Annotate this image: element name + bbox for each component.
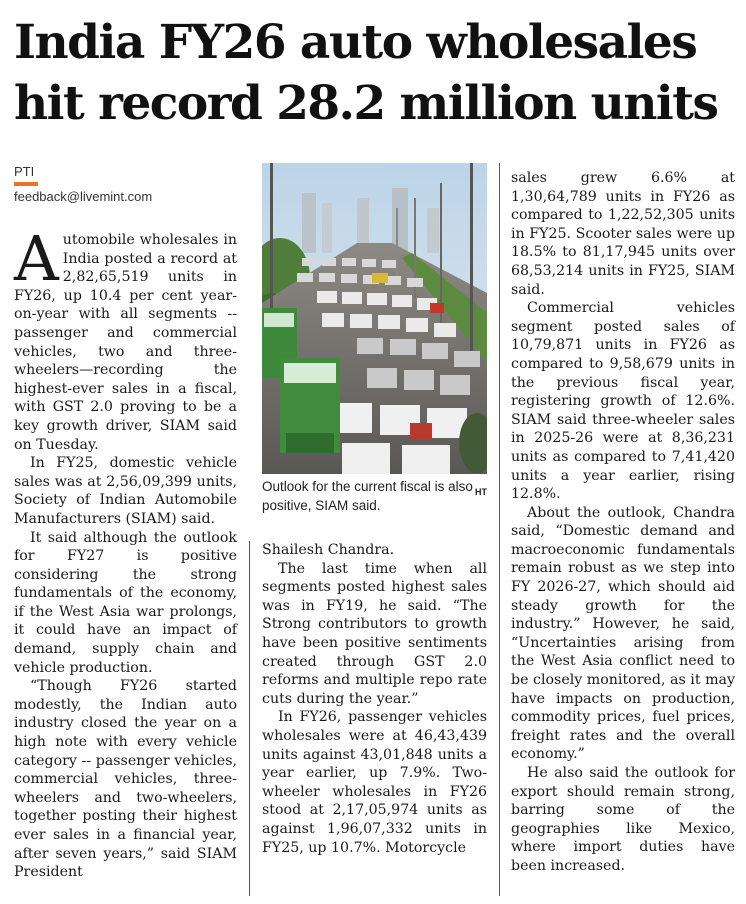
photo-caption	[262, 478, 487, 515]
headline-line-1: India FY26 auto wholesales	[14, 15, 697, 70]
byline-email[interactable]: feedback@livemint.com	[14, 189, 153, 204]
paragraph-continued: Shailesh Chandra.	[262, 542, 395, 558]
article-column-1	[14, 222, 237, 882]
paragraph: About the outlook, Chandra said, “Domestic demand and macroeconomic fundamentals remain robust as we step into FY 2026-27, which should aid steady growth for the industry.” However, he said, “Uncertainties arising from the West Asia conflict need to be closely monitored, as it may have impacts on production, commodity prices, fuel prices, freight rates and the overall economy.”	[511, 504, 735, 763]
paragraph-continued: sales grew 6.6% at 1,30,64,789 units in FY26 as compared to 1,22,52,305 units in FY25. Scooter sales were up 18.5% to 81,17,945 units over 68,53,214 units in FY25, SIAM said.	[511, 170, 735, 298]
paragraph: The last time when all segments posted highest sales was in FY19, he said. “The Strong contributors to growth have been positive sentiments created through GST 2.0 reforms and multiple repo rate cuts during the year.”	[262, 560, 487, 707]
column-divider	[249, 541, 250, 896]
article-column-2	[262, 541, 487, 857]
byline-agency: PTI	[14, 164, 35, 179]
paragraph: It said although the outlook for FY27 is positive considering the strong fundamentals of the economy, if the West Asia war prolongs, it could have an impact of demand, supply chain and vehicle production.	[14, 529, 237, 676]
paragraph-lead	[14, 222, 237, 454]
column-divider	[499, 163, 500, 896]
byline-accent-bar	[14, 182, 38, 186]
photo-caption-text: Outlook for the current fiscal is also positive, SIAM said.	[262, 479, 473, 513]
paragraph: “Though FY26 started modestly, the Indian auto industry closed the year on a high note with every vehicle category -- passenger vehicles, commercial vehicles, three-wheelers and two-wheelers, together posting their highest ever sales in a financial year, after seven years,” said SIAM President	[14, 678, 237, 881]
paragraph-lead-text: utomobile wholesales in India posted a record at 2,82,65,519 units in FY26, up 10.4 per cent year-on-year with all segments -- passenger and commercial vehicles, two and three-wheelers—recording the highest-ever sales in a fiscal, with GST 2.0 proving to be a key growth driver, SIAM said on Tuesday.	[14, 232, 237, 453]
article-column-3	[511, 169, 735, 876]
paragraph: In FY25, domestic vehicle sales was at 2,56,09,399 units, Society of Indian Automobile Manufacturers (SIAM) said.	[14, 455, 237, 527]
photo-credit: HT	[475, 487, 487, 497]
traffic-photo	[262, 163, 487, 474]
paragraph: He also said the outlook for export should remain strong, barring some of the geographies like Mexico, where import duties have been increased.	[511, 765, 735, 874]
paragraph: In FY26, passenger vehicles wholesales were at 46,43,439 units against 43,01,848 units a year earlier, up 7.9%. Two-wheeler wholesales in FY26 stood at 2,17,05,974 units as against 1,96,07,332 units in FY25, up 10.7%. Motorcycle	[262, 709, 487, 856]
drop-cap: A	[14, 222, 59, 295]
headline	[14, 12, 739, 134]
paragraph: Commercial vehicles segment posted sales of 10,79,871 units in FY26 as compared to 9,58,679 units in the previous fiscal year, registering growth of 12.6%. SIAM said three-wheeler sales in 2025-26 were at 8,36,231 units as compared to 7,41,420 units a year earlier, rising 12.8%.	[511, 300, 735, 503]
headline-line-2: hit record 28.2 million units	[14, 76, 718, 131]
